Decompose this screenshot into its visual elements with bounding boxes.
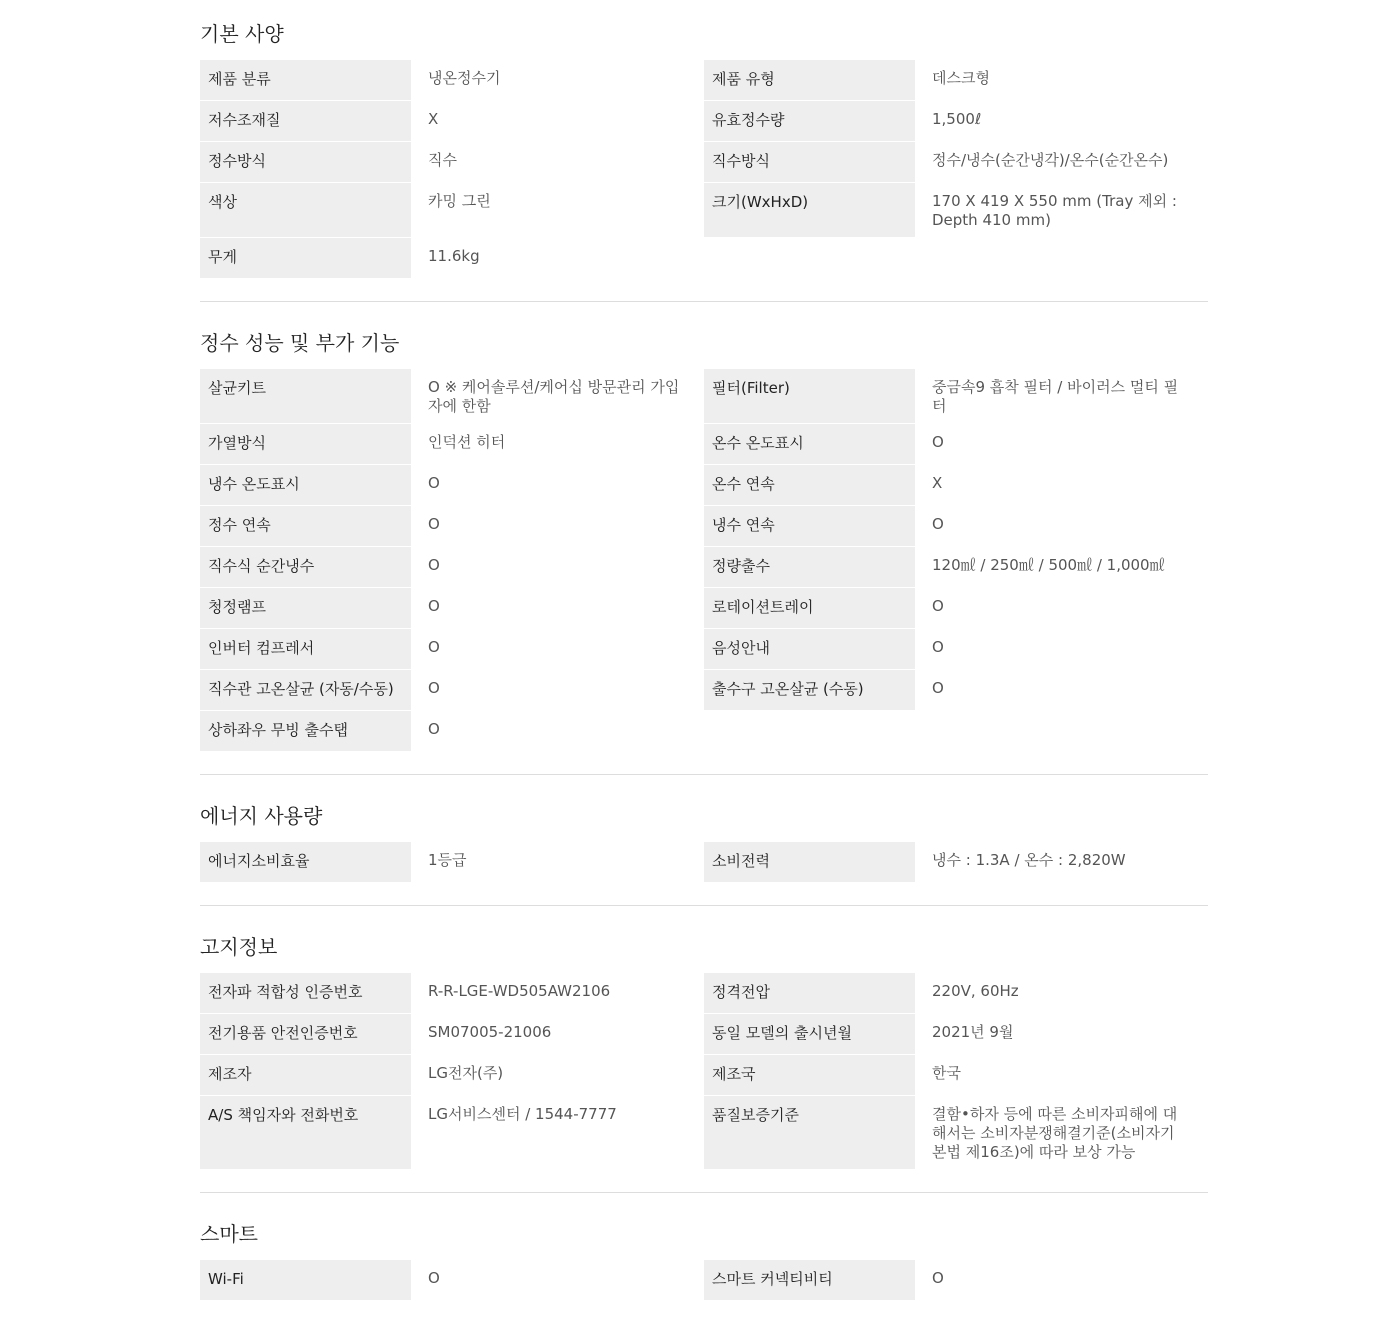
spec-value: O bbox=[428, 720, 440, 738]
spec-label: 제품 분류 bbox=[200, 60, 411, 100]
spec-value: X bbox=[428, 110, 439, 128]
spec-item bbox=[200, 588, 704, 629]
spec-grid bbox=[200, 1260, 1208, 1301]
spec-label: 직수관 고온살균 (자동/수동) bbox=[200, 670, 411, 710]
spec-item bbox=[200, 711, 704, 752]
spec-grid bbox=[200, 369, 1208, 752]
spec-value: O bbox=[428, 679, 440, 697]
spec-item bbox=[704, 1055, 1208, 1096]
spec-value: O ※ 케어솔루션/케어십 방문관리 가입자에 한함 bbox=[428, 378, 680, 415]
spec-item bbox=[200, 629, 704, 670]
spec-label: 품질보증기준 bbox=[704, 1096, 915, 1169]
spec-label: 색상 bbox=[200, 183, 411, 237]
spec-grid bbox=[200, 60, 1208, 279]
spec-item bbox=[704, 629, 1208, 670]
spec-item bbox=[200, 506, 704, 547]
spec-label: 저수조재질 bbox=[200, 101, 411, 141]
spec-label: 전기용품 안전인증번호 bbox=[200, 1014, 411, 1054]
spec-label: 음성안내 bbox=[704, 629, 915, 669]
spec-label: 정수방식 bbox=[200, 142, 411, 182]
section-title: 고지정보 bbox=[200, 935, 278, 959]
spec-item bbox=[200, 369, 704, 424]
spec-section bbox=[200, 329, 1208, 775]
spec-value: 11.6kg bbox=[428, 247, 480, 265]
spec-item bbox=[200, 1014, 704, 1055]
spec-value: 2021년 9월 bbox=[932, 1023, 1014, 1041]
section-title: 스마트 bbox=[200, 1222, 258, 1246]
spec-label: Wi-Fi bbox=[200, 1260, 411, 1300]
spec-label: 에너지소비효율 bbox=[200, 842, 411, 882]
spec-value: 1등급 bbox=[428, 851, 467, 869]
spec-grid bbox=[200, 973, 1208, 1170]
spec-label: 살균키트 bbox=[200, 369, 411, 423]
spec-label: 전자파 적합성 인증번호 bbox=[200, 973, 411, 1013]
spec-label: 무게 bbox=[200, 238, 411, 278]
spec-label: 로테이션트레이 bbox=[704, 588, 915, 628]
spec-value: O bbox=[428, 597, 440, 615]
section-title: 기본 사양 bbox=[200, 22, 284, 46]
spec-section bbox=[200, 20, 1208, 302]
spec-section bbox=[200, 1220, 1208, 1323]
spec-item bbox=[704, 973, 1208, 1014]
spec-value: 170 X 419 X 550 mm (Tray 제외 : Depth 410 mm) bbox=[932, 192, 1177, 229]
spec-item bbox=[704, 465, 1208, 506]
spec-item bbox=[704, 842, 1208, 883]
spec-label: 정격전압 bbox=[704, 973, 915, 1013]
spec-value: O bbox=[428, 1269, 440, 1287]
spec-value: 한국 bbox=[932, 1064, 961, 1082]
spec-item bbox=[200, 973, 704, 1014]
spec-value: R-R-LGE-WD505AW2106 bbox=[428, 982, 611, 1000]
spec-label: 직수식 순간냉수 bbox=[200, 547, 411, 587]
spec-grid bbox=[200, 842, 1208, 883]
spec-value: O bbox=[428, 515, 440, 533]
spec-section bbox=[200, 933, 1208, 1193]
spec-item bbox=[200, 465, 704, 506]
spec-item bbox=[200, 670, 704, 711]
spec-value: 직수 bbox=[428, 151, 457, 169]
spec-item bbox=[200, 1055, 704, 1096]
spec-label: 제조국 bbox=[704, 1055, 915, 1095]
spec-label: 유효정수량 bbox=[704, 101, 915, 141]
spec-label: 인버터 컴프레서 bbox=[200, 629, 411, 669]
spec-item bbox=[704, 101, 1208, 142]
spec-value: 카밍 그린 bbox=[428, 192, 491, 210]
spec-item bbox=[200, 547, 704, 588]
spec-value: O bbox=[428, 556, 440, 574]
spec-value: LG전자(주) bbox=[428, 1064, 504, 1082]
spec-label: 냉수 온도표시 bbox=[200, 465, 411, 505]
spec-value: O bbox=[932, 1269, 944, 1287]
spec-value: X bbox=[932, 474, 943, 492]
spec-label: 소비전력 bbox=[704, 842, 915, 882]
spec-label: 청정램프 bbox=[200, 588, 411, 628]
spec-label: 정수 연속 bbox=[200, 506, 411, 546]
spec-label: 스마트 커넥티비티 bbox=[704, 1260, 915, 1300]
spec-section bbox=[200, 802, 1208, 906]
spec-value: LG서비스센터 / 1544-7777 bbox=[428, 1105, 617, 1123]
spec-label: 동일 모델의 출시년월 bbox=[704, 1014, 915, 1054]
section-title: 에너지 사용량 bbox=[200, 804, 323, 828]
spec-value: O bbox=[932, 515, 944, 533]
spec-value: O bbox=[932, 433, 944, 451]
spec-item bbox=[704, 588, 1208, 629]
spec-item bbox=[200, 1260, 704, 1301]
spec-label: A/S 책임자와 전화번호 bbox=[200, 1096, 411, 1169]
spec-item bbox=[200, 142, 704, 183]
spec-item bbox=[200, 424, 704, 465]
spec-item bbox=[200, 238, 704, 279]
spec-value: 결함•하자 등에 따른 소비자피해에 대해서는 소비자분쟁해결기준(소비자기본법 제16조)에 따라 보상 가능 bbox=[932, 1105, 1178, 1161]
spec-item bbox=[200, 1096, 704, 1170]
spec-value: 120㎖ / 250㎖ / 500㎖ / 1,000㎖ bbox=[932, 556, 1165, 574]
spec-item bbox=[704, 424, 1208, 465]
spec-item bbox=[704, 1014, 1208, 1055]
spec-label: 온수 온도표시 bbox=[704, 424, 915, 464]
spec-value: 1,500ℓ bbox=[932, 110, 982, 128]
spec-label: 제품 유형 bbox=[704, 60, 915, 100]
spec-label: 크기(WxHxD) bbox=[704, 183, 915, 237]
spec-item bbox=[704, 670, 1208, 711]
spec-page bbox=[200, 0, 1208, 1323]
spec-label: 온수 연속 bbox=[704, 465, 915, 505]
spec-value: 중금속9 흡착 필터 / 바이러스 멀티 필터 bbox=[932, 378, 1179, 415]
spec-value: O bbox=[932, 597, 944, 615]
spec-value: 데스크형 bbox=[932, 69, 990, 87]
spec-item bbox=[704, 60, 1208, 101]
spec-item bbox=[704, 369, 1208, 424]
section-title: 정수 성능 및 부가 기능 bbox=[200, 331, 400, 355]
spec-item bbox=[200, 101, 704, 142]
spec-value: 냉온정수기 bbox=[428, 69, 501, 87]
spec-label: 제조자 bbox=[200, 1055, 411, 1095]
spec-item bbox=[704, 183, 1208, 238]
spec-label: 직수방식 bbox=[704, 142, 915, 182]
spec-value: O bbox=[932, 679, 944, 697]
spec-value: 냉수 : 1.3A / 온수 : 2,820W bbox=[932, 851, 1126, 869]
spec-item bbox=[200, 60, 704, 101]
spec-item bbox=[200, 842, 704, 883]
spec-label: 냉수 연속 bbox=[704, 506, 915, 546]
spec-value: 인덕션 히터 bbox=[428, 433, 506, 451]
spec-item bbox=[704, 142, 1208, 183]
spec-label: 출수구 고온살균 (수동) bbox=[704, 670, 915, 710]
spec-item bbox=[704, 1096, 1208, 1170]
spec-label: 가열방식 bbox=[200, 424, 411, 464]
spec-item bbox=[704, 506, 1208, 547]
spec-item bbox=[704, 547, 1208, 588]
spec-value: SM07005-21006 bbox=[428, 1023, 552, 1041]
spec-label: 필터(Filter) bbox=[704, 369, 915, 423]
spec-label: 상하좌우 무빙 출수탭 bbox=[200, 711, 411, 751]
spec-value: 정수/냉수(순간냉각)/온수(순간온수) bbox=[932, 151, 1169, 169]
spec-value: O bbox=[428, 638, 440, 656]
spec-item bbox=[704, 1260, 1208, 1301]
spec-value: O bbox=[428, 474, 440, 492]
spec-value: 220V, 60Hz bbox=[932, 982, 1019, 1000]
spec-value: O bbox=[932, 638, 944, 656]
spec-item bbox=[200, 183, 704, 238]
spec-label: 정량출수 bbox=[704, 547, 915, 587]
